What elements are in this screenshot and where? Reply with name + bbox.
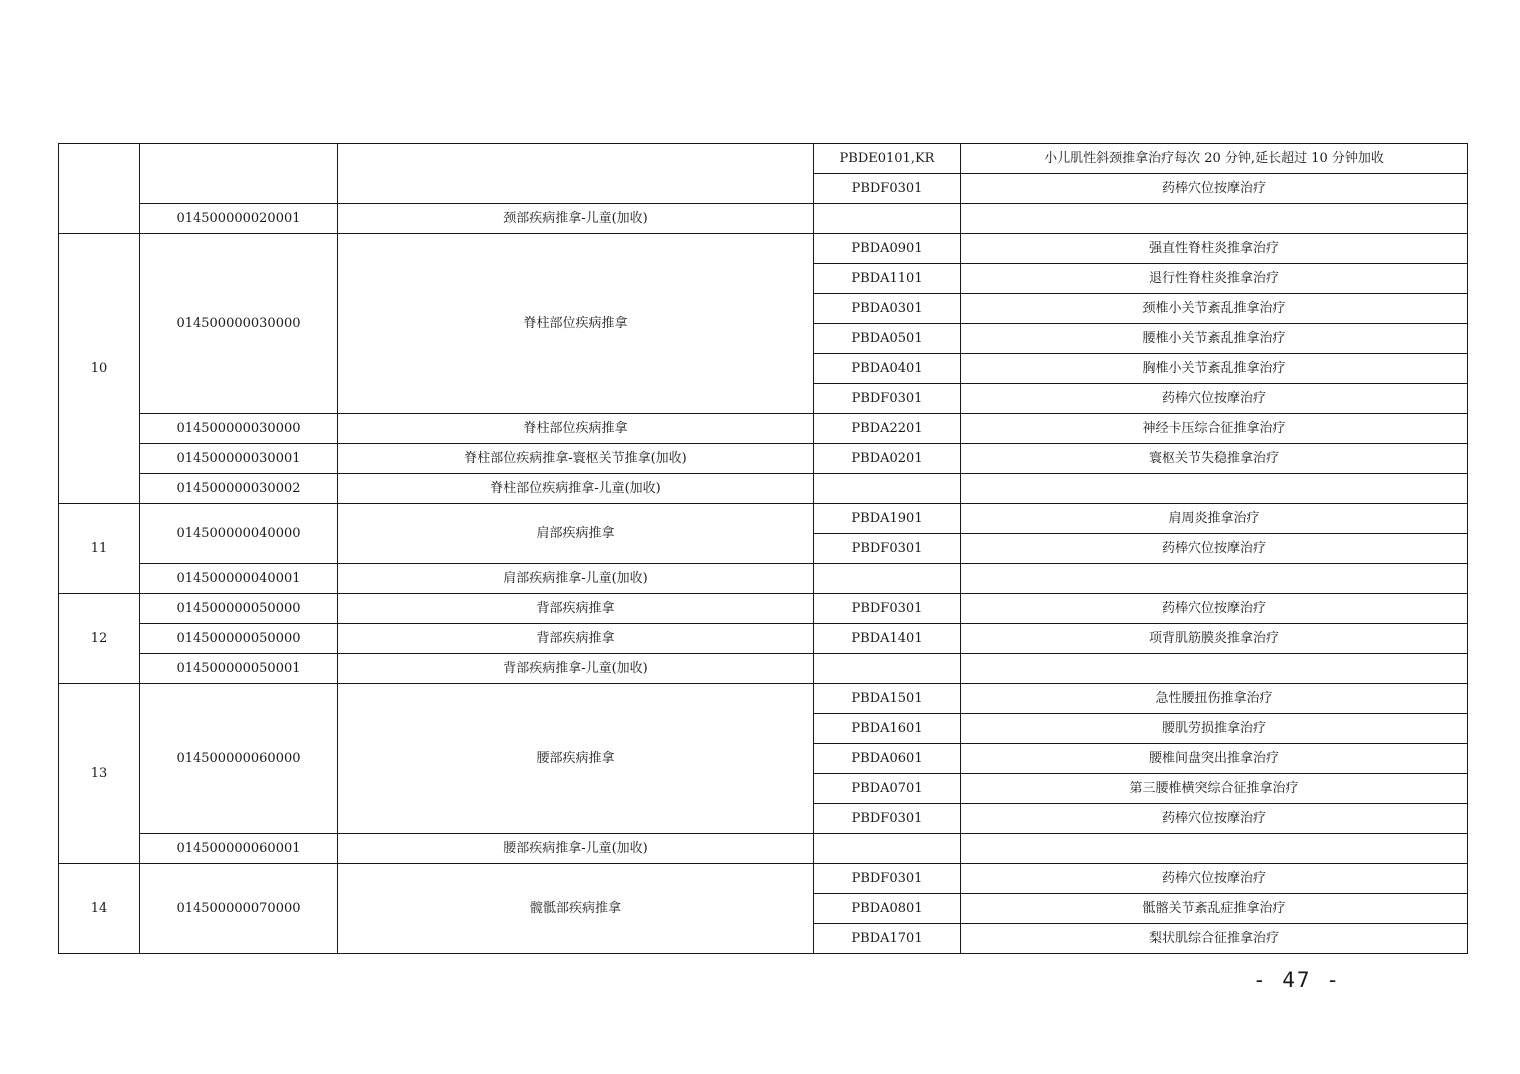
table-row: [59, 144, 1468, 174]
sub-code-cell: PBDA1901: [814, 504, 961, 534]
sub-code-cell: PBDA0301: [814, 294, 961, 324]
sub-name-cell: 药棒穴位按摩治疗: [961, 594, 1468, 624]
sub-code-cell: PBDA2201: [814, 414, 961, 444]
sub-name-cell: 颈椎小关节紊乱推拿治疗: [961, 294, 1468, 324]
table-row: [59, 624, 1468, 654]
sub-code-cell: PBDE0101,KR: [814, 144, 961, 174]
sub-name-cell: 药棒穴位按摩治疗: [961, 174, 1468, 204]
sub-name-cell: [961, 474, 1468, 504]
row-number-cell: 13: [59, 684, 140, 864]
sub-name-cell: 小儿肌性斜颈推拿治疗每次 20 分钟,延长超过 10 分钟加收: [961, 144, 1468, 174]
table-row: [59, 204, 1468, 234]
project-code-cell: 014500000040001: [140, 564, 338, 594]
sub-code-cell: PBDF0301: [814, 174, 961, 204]
sub-code-cell: PBDA0701: [814, 774, 961, 804]
project-code-cell: 014500000030001: [140, 444, 338, 474]
project-name-cell: 肩部疾病推拿: [338, 504, 814, 564]
project-name-cell: 背部疾病推拿: [338, 624, 814, 654]
project-name-cell: 脊柱部位疾病推拿: [338, 234, 814, 414]
project-code-cell: 014500000060001: [140, 834, 338, 864]
sub-name-cell: 退行性脊柱炎推拿治疗: [961, 264, 1468, 294]
row-number-cell: 14: [59, 864, 140, 954]
sub-code-cell: [814, 564, 961, 594]
pricing-table: [58, 143, 1468, 954]
sub-code-cell: PBDA0901: [814, 234, 961, 264]
sub-code-cell: [814, 834, 961, 864]
sub-code-cell: PBDA0501: [814, 324, 961, 354]
sub-name-cell: 神经卡压综合征推拿治疗: [961, 414, 1468, 444]
sub-name-cell: 腰椎间盘突出推拿治疗: [961, 744, 1468, 774]
project-name-cell: 脊柱部位疾病推拿: [338, 414, 814, 444]
project-code-cell: 014500000050000: [140, 624, 338, 654]
table-row: [59, 594, 1468, 624]
project-code-cell: 014500000050001: [140, 654, 338, 684]
project-name-cell: [338, 144, 814, 204]
sub-code-cell: PBDF0301: [814, 864, 961, 894]
table-row: [59, 474, 1468, 504]
sub-name-cell: 腰肌劳损推拿治疗: [961, 714, 1468, 744]
project-code-cell: 014500000070000: [140, 864, 338, 954]
sub-name-cell: [961, 834, 1468, 864]
table-row: [59, 234, 1468, 264]
table-row: [59, 414, 1468, 444]
project-name-cell: 脊柱部位疾病推拿-寰枢关节推拿(加收): [338, 444, 814, 474]
sub-name-cell: 药棒穴位按摩治疗: [961, 384, 1468, 414]
sub-name-cell: 药棒穴位按摩治疗: [961, 534, 1468, 564]
page-number: - 47 -: [1253, 968, 1341, 992]
project-code-cell: 014500000050000: [140, 594, 338, 624]
project-code-cell: 014500000040000: [140, 504, 338, 564]
row-number-cell: 12: [59, 594, 140, 684]
project-code-cell: 014500000030002: [140, 474, 338, 504]
sub-code-cell: PBDF0301: [814, 594, 961, 624]
project-code-cell: 014500000030000: [140, 234, 338, 414]
sub-code-cell: [814, 474, 961, 504]
project-code-cell: 014500000020001: [140, 204, 338, 234]
sub-code-cell: PBDA1101: [814, 264, 961, 294]
table-row: [59, 564, 1468, 594]
table-row: [59, 684, 1468, 714]
sub-code-cell: PBDA1401: [814, 624, 961, 654]
sub-name-cell: [961, 564, 1468, 594]
project-name-cell: 背部疾病推拿: [338, 594, 814, 624]
project-name-cell: 颈部疾病推拿-儿童(加收): [338, 204, 814, 234]
sub-name-cell: 肩周炎推拿治疗: [961, 504, 1468, 534]
table-row: [59, 654, 1468, 684]
sub-code-cell: PBDA1701: [814, 924, 961, 954]
sub-code-cell: [814, 204, 961, 234]
project-code-cell: 014500000030000: [140, 414, 338, 444]
project-code-cell: 014500000060000: [140, 684, 338, 834]
project-code-cell: [140, 144, 338, 204]
row-number-cell: [59, 144, 140, 234]
sub-name-cell: 药棒穴位按摩治疗: [961, 864, 1468, 894]
sub-code-cell: PBDA1501: [814, 684, 961, 714]
project-name-cell: 背部疾病推拿-儿童(加收): [338, 654, 814, 684]
project-name-cell: 髋骶部疾病推拿: [338, 864, 814, 954]
sub-name-cell: 骶髂关节紊乱症推拿治疗: [961, 894, 1468, 924]
sub-code-cell: PBDA0801: [814, 894, 961, 924]
sub-name-cell: 强直性脊柱炎推拿治疗: [961, 234, 1468, 264]
sub-name-cell: 项背肌筋膜炎推拿治疗: [961, 624, 1468, 654]
sub-code-cell: [814, 654, 961, 684]
sub-code-cell: PBDA0201: [814, 444, 961, 474]
sub-code-cell: PBDF0301: [814, 804, 961, 834]
table-row: [59, 504, 1468, 534]
sub-name-cell: 急性腰扭伤推拿治疗: [961, 684, 1468, 714]
sub-name-cell: 药棒穴位按摩治疗: [961, 804, 1468, 834]
sub-name-cell: [961, 654, 1468, 684]
project-name-cell: 腰部疾病推拿-儿童(加收): [338, 834, 814, 864]
project-name-cell: 腰部疾病推拿: [338, 684, 814, 834]
sub-name-cell: [961, 204, 1468, 234]
table-row: [59, 444, 1468, 474]
sub-name-cell: 梨状肌综合征推拿治疗: [961, 924, 1468, 954]
sub-name-cell: 寰枢关节失稳推拿治疗: [961, 444, 1468, 474]
table-row: [59, 864, 1468, 894]
row-number-cell: 11: [59, 504, 140, 594]
sub-code-cell: PBDA1601: [814, 714, 961, 744]
sub-code-cell: PBDF0301: [814, 384, 961, 414]
sub-name-cell: 第三腰椎横突综合征推拿治疗: [961, 774, 1468, 804]
row-number-cell: 10: [59, 234, 140, 504]
sub-name-cell: 腰椎小关节紊乱推拿治疗: [961, 324, 1468, 354]
sub-code-cell: PBDF0301: [814, 534, 961, 564]
sub-name-cell: 胸椎小关节紊乱推拿治疗: [961, 354, 1468, 384]
project-name-cell: 肩部疾病推拿-儿童(加收): [338, 564, 814, 594]
project-name-cell: 脊柱部位疾病推拿-儿童(加收): [338, 474, 814, 504]
sub-code-cell: PBDA0401: [814, 354, 961, 384]
sub-code-cell: PBDA0601: [814, 744, 961, 774]
table-row: [59, 834, 1468, 864]
